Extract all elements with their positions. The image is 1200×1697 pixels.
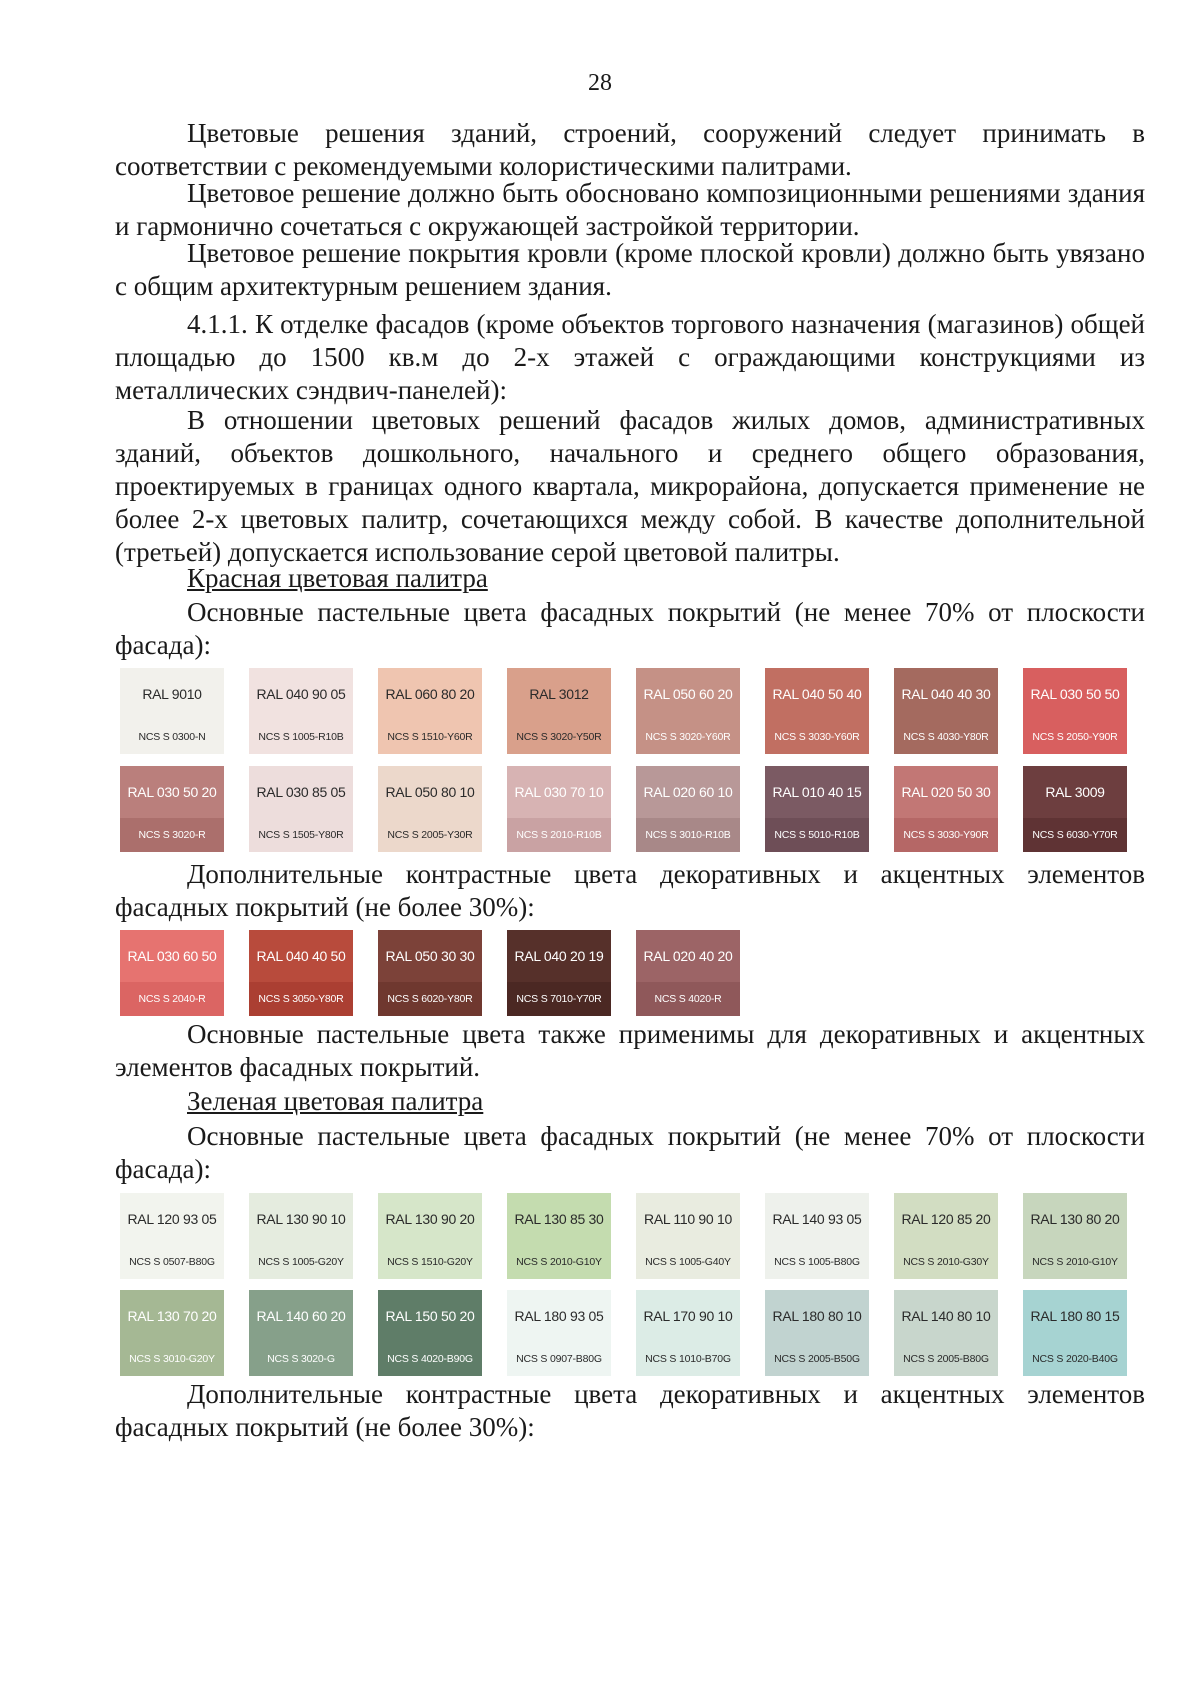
swatch-ral-code: RAL 010 40 15 [772, 784, 862, 800]
swatch-ncs-code: NCS S 3020-G [249, 1342, 353, 1376]
color-swatch [1023, 1193, 1127, 1279]
color-swatch [378, 1290, 482, 1376]
color-swatch [249, 930, 353, 1016]
red-pastel-note: Основные пастельные цвета также применимы для декоративных и акцентных элементов фасадных покрытий. [115, 1019, 1145, 1082]
color-swatch [894, 1290, 998, 1376]
swatch-ncs-code: NCS S 1510-Y60R [378, 720, 482, 754]
swatch-ral-code: RAL 040 90 05 [256, 686, 346, 702]
swatch-ncs-code: NCS S 4020-R [636, 982, 740, 1016]
swatch-ral-code: RAL 140 93 05 [772, 1211, 862, 1227]
swatch-ral-code: RAL 050 60 20 [643, 686, 733, 702]
color-swatch [636, 668, 740, 754]
color-swatch [378, 930, 482, 1016]
red-main-caption: Основные пастельные цвета фасадных покрытий (не менее 70% от плоскости фасада): [115, 597, 1145, 660]
color-swatch [249, 1193, 353, 1279]
color-swatch [378, 766, 482, 852]
color-swatch [894, 1193, 998, 1279]
paragraph-roof: Цветовое решение покрытия кровли (кроме плоской кровли) должно быть увязано с общим архитектурным решением здания. [115, 238, 1145, 301]
color-swatch [765, 1290, 869, 1376]
swatch-ncs-code: NCS S 3010-G20Y [120, 1342, 224, 1376]
color-swatch [120, 930, 224, 1016]
swatch-ral-code: RAL 040 20 19 [514, 948, 604, 964]
swatch-ral-code: RAL 3012 [529, 686, 589, 702]
swatch-ral-code: RAL 110 90 10 [644, 1211, 732, 1227]
swatch-ral-code: RAL 030 60 50 [127, 948, 217, 964]
swatch-ral-code: RAL 050 30 30 [385, 948, 475, 964]
color-swatch [765, 1193, 869, 1279]
color-swatch [378, 1193, 482, 1279]
swatch-ral-code: RAL 170 90 10 [643, 1308, 733, 1324]
color-swatch [120, 1193, 224, 1279]
swatch-ncs-code: NCS S 3010-R10B [636, 818, 740, 852]
swatch-ncs-code: NCS S 3030-Y60R [765, 720, 869, 754]
paragraph-justification: Цветовое решение должно быть обосновано композиционными решениями здания и гармонично сочетаться с окружающей застройкой территории. [115, 178, 1145, 241]
color-swatch [1023, 668, 1127, 754]
red-palette-heading: Красная цветовая палитра [187, 563, 488, 593]
color-swatch [249, 668, 353, 754]
swatch-ncs-code: NCS S 4020-B90G [378, 1342, 482, 1376]
color-swatch [636, 1290, 740, 1376]
swatch-ral-code: RAL 130 85 30 [514, 1211, 604, 1227]
color-swatch [507, 1193, 611, 1279]
color-swatch [120, 668, 224, 754]
swatch-ral-code: RAL 020 60 10 [643, 784, 733, 800]
swatch-ncs-code: NCS S 7010-Y70R [507, 982, 611, 1016]
color-swatch [765, 766, 869, 852]
swatch-ncs-code: NCS S 1005-G40Y [636, 1245, 740, 1279]
swatch-ncs-code: NCS S 1010-B70G [636, 1342, 740, 1376]
swatch-ral-code: RAL 060 80 20 [385, 686, 475, 702]
color-swatch [507, 930, 611, 1016]
swatch-ncs-code: NCS S 1005-B80G [765, 1245, 869, 1279]
swatch-ncs-code: NCS S 2010-G10Y [1023, 1245, 1127, 1279]
swatch-ncs-code: NCS S 0300-N [120, 720, 224, 754]
color-swatch [507, 766, 611, 852]
swatch-ncs-code: NCS S 3020-Y50R [507, 720, 611, 754]
green-main-caption: Основные пастельные цвета фасадных покрытий (не менее 70% от плоскости фасада): [115, 1121, 1145, 1184]
color-swatch [249, 1290, 353, 1376]
swatch-ncs-code: NCS S 1005-R10B [249, 720, 353, 754]
color-swatch [1023, 766, 1127, 852]
swatch-ncs-code: NCS S 1510-G20Y [378, 1245, 482, 1279]
swatch-ncs-code: NCS S 3030-Y90R [894, 818, 998, 852]
swatch-ral-code: RAL 130 80 20 [1030, 1211, 1120, 1227]
swatch-ral-code: RAL 180 80 15 [1030, 1308, 1120, 1324]
color-swatch [765, 668, 869, 754]
swatch-ral-code: RAL 020 50 30 [901, 784, 991, 800]
swatch-ral-code: RAL 140 60 20 [256, 1308, 346, 1324]
swatch-ral-code: RAL 180 93 05 [514, 1308, 604, 1324]
swatch-ral-code: RAL 030 50 50 [1030, 686, 1120, 702]
swatch-ral-code: RAL 150 50 20 [385, 1308, 475, 1324]
swatch-ncs-code: NCS S 2005-B80G [894, 1342, 998, 1376]
paragraph-color-solutions: Цветовые решения зданий, строений, сооружений следует принимать в соответствии с рекомендуемыми колористическими палитрами. [115, 118, 1145, 181]
swatch-ncs-code: NCS S 0907-B80G [507, 1342, 611, 1376]
color-swatch [636, 1193, 740, 1279]
swatch-ral-code: RAL 040 40 30 [901, 686, 991, 702]
green-palette-heading: Зеленая цветовая палитра [187, 1086, 484, 1116]
swatch-ncs-code: NCS S 3020-R [120, 818, 224, 852]
color-swatch [894, 766, 998, 852]
swatch-ncs-code: NCS S 2005-Y30R [378, 818, 482, 852]
color-swatch [636, 930, 740, 1016]
swatch-ncs-code: NCS S 2010-R10B [507, 818, 611, 852]
color-swatch [120, 1290, 224, 1376]
swatch-ral-code: RAL 180 80 10 [772, 1308, 862, 1324]
swatch-ncs-code: NCS S 5010-R10B [765, 818, 869, 852]
color-swatch [1023, 1290, 1127, 1376]
red-accent-caption: Дополнительные контрастные цвета декоративных и акцентных элементов фасадных покрытий (не более 30%): [115, 859, 1145, 922]
swatch-ncs-code: NCS S 0507-B80G [120, 1245, 224, 1279]
swatch-ncs-code: NCS S 2050-Y90R [1023, 720, 1127, 754]
swatch-ral-code: RAL 130 70 20 [127, 1308, 217, 1324]
swatch-ral-code: RAL 030 85 05 [256, 784, 346, 800]
paragraph-facade-finishing: 4.1.1. К отделке фасадов (кроме объектов торгового назначения (магазинов) общей площадью до 1500 кв.м до 2-х этажей с ограждающими конструкциями из металлических сэндвич-панелей): [115, 309, 1145, 405]
color-swatch [894, 668, 998, 754]
swatch-ral-code: RAL 030 50 20 [127, 784, 217, 800]
swatch-ral-code: RAL 140 80 10 [901, 1308, 991, 1324]
color-swatch [249, 766, 353, 852]
paragraph-palette-limits: В отношении цветовых решений фасадов жилых домов, административных зданий, объектов дошкольного, начального и среднего общего образования, проектируемых в границах одного квартала, микрорайона, допускается применение не более 2-х цветовых палитр, сочетающихся между собой. В качестве дополнительной (третьей) допускается использование серой цветовой палитры. [115, 405, 1145, 567]
color-swatch [636, 766, 740, 852]
swatch-ral-code: RAL 030 70 10 [514, 784, 604, 800]
swatch-ral-code: RAL 040 40 50 [256, 948, 346, 964]
swatch-ncs-code: NCS S 4030-Y80R [894, 720, 998, 754]
swatch-ral-code: RAL 130 90 20 [385, 1211, 475, 1227]
swatch-ncs-code: NCS S 2010-G10Y [507, 1245, 611, 1279]
swatch-ncs-code: NCS S 6030-Y70R [1023, 818, 1127, 852]
green-accent-caption: Дополнительные контрастные цвета декоративных и акцентных элементов фасадных покрытий (не более 30%): [115, 1379, 1145, 1442]
color-swatch [120, 766, 224, 852]
color-swatch [378, 668, 482, 754]
swatch-ncs-code: NCS S 1005-G20Y [249, 1245, 353, 1279]
swatch-ral-code: RAL 3009 [1045, 784, 1105, 800]
swatch-ncs-code: NCS S 2005-B50G [765, 1342, 869, 1376]
swatch-ral-code: RAL 9010 [142, 686, 202, 702]
swatch-ral-code: RAL 130 90 10 [256, 1211, 346, 1227]
swatch-ncs-code: NCS S 2020-B40G [1023, 1342, 1127, 1376]
swatch-ncs-code: NCS S 3020-Y60R [636, 720, 740, 754]
swatch-ral-code: RAL 040 50 40 [772, 686, 862, 702]
swatch-ral-code: RAL 050 80 10 [385, 784, 475, 800]
swatch-ral-code: RAL 120 85 20 [901, 1211, 991, 1227]
swatch-ncs-code: NCS S 3050-Y80R [249, 982, 353, 1016]
swatch-ral-code: RAL 020 40 20 [643, 948, 733, 964]
swatch-ncs-code: NCS S 2040-R [120, 982, 224, 1016]
swatch-ncs-code: NCS S 6020-Y80R [378, 982, 482, 1016]
color-swatch [507, 668, 611, 754]
page-number: 28 [588, 70, 612, 96]
color-swatch [507, 1290, 611, 1376]
swatch-ncs-code: NCS S 2010-G30Y [894, 1245, 998, 1279]
swatch-ral-code: RAL 120 93 05 [127, 1211, 217, 1227]
swatch-ncs-code: NCS S 1505-Y80R [249, 818, 353, 852]
